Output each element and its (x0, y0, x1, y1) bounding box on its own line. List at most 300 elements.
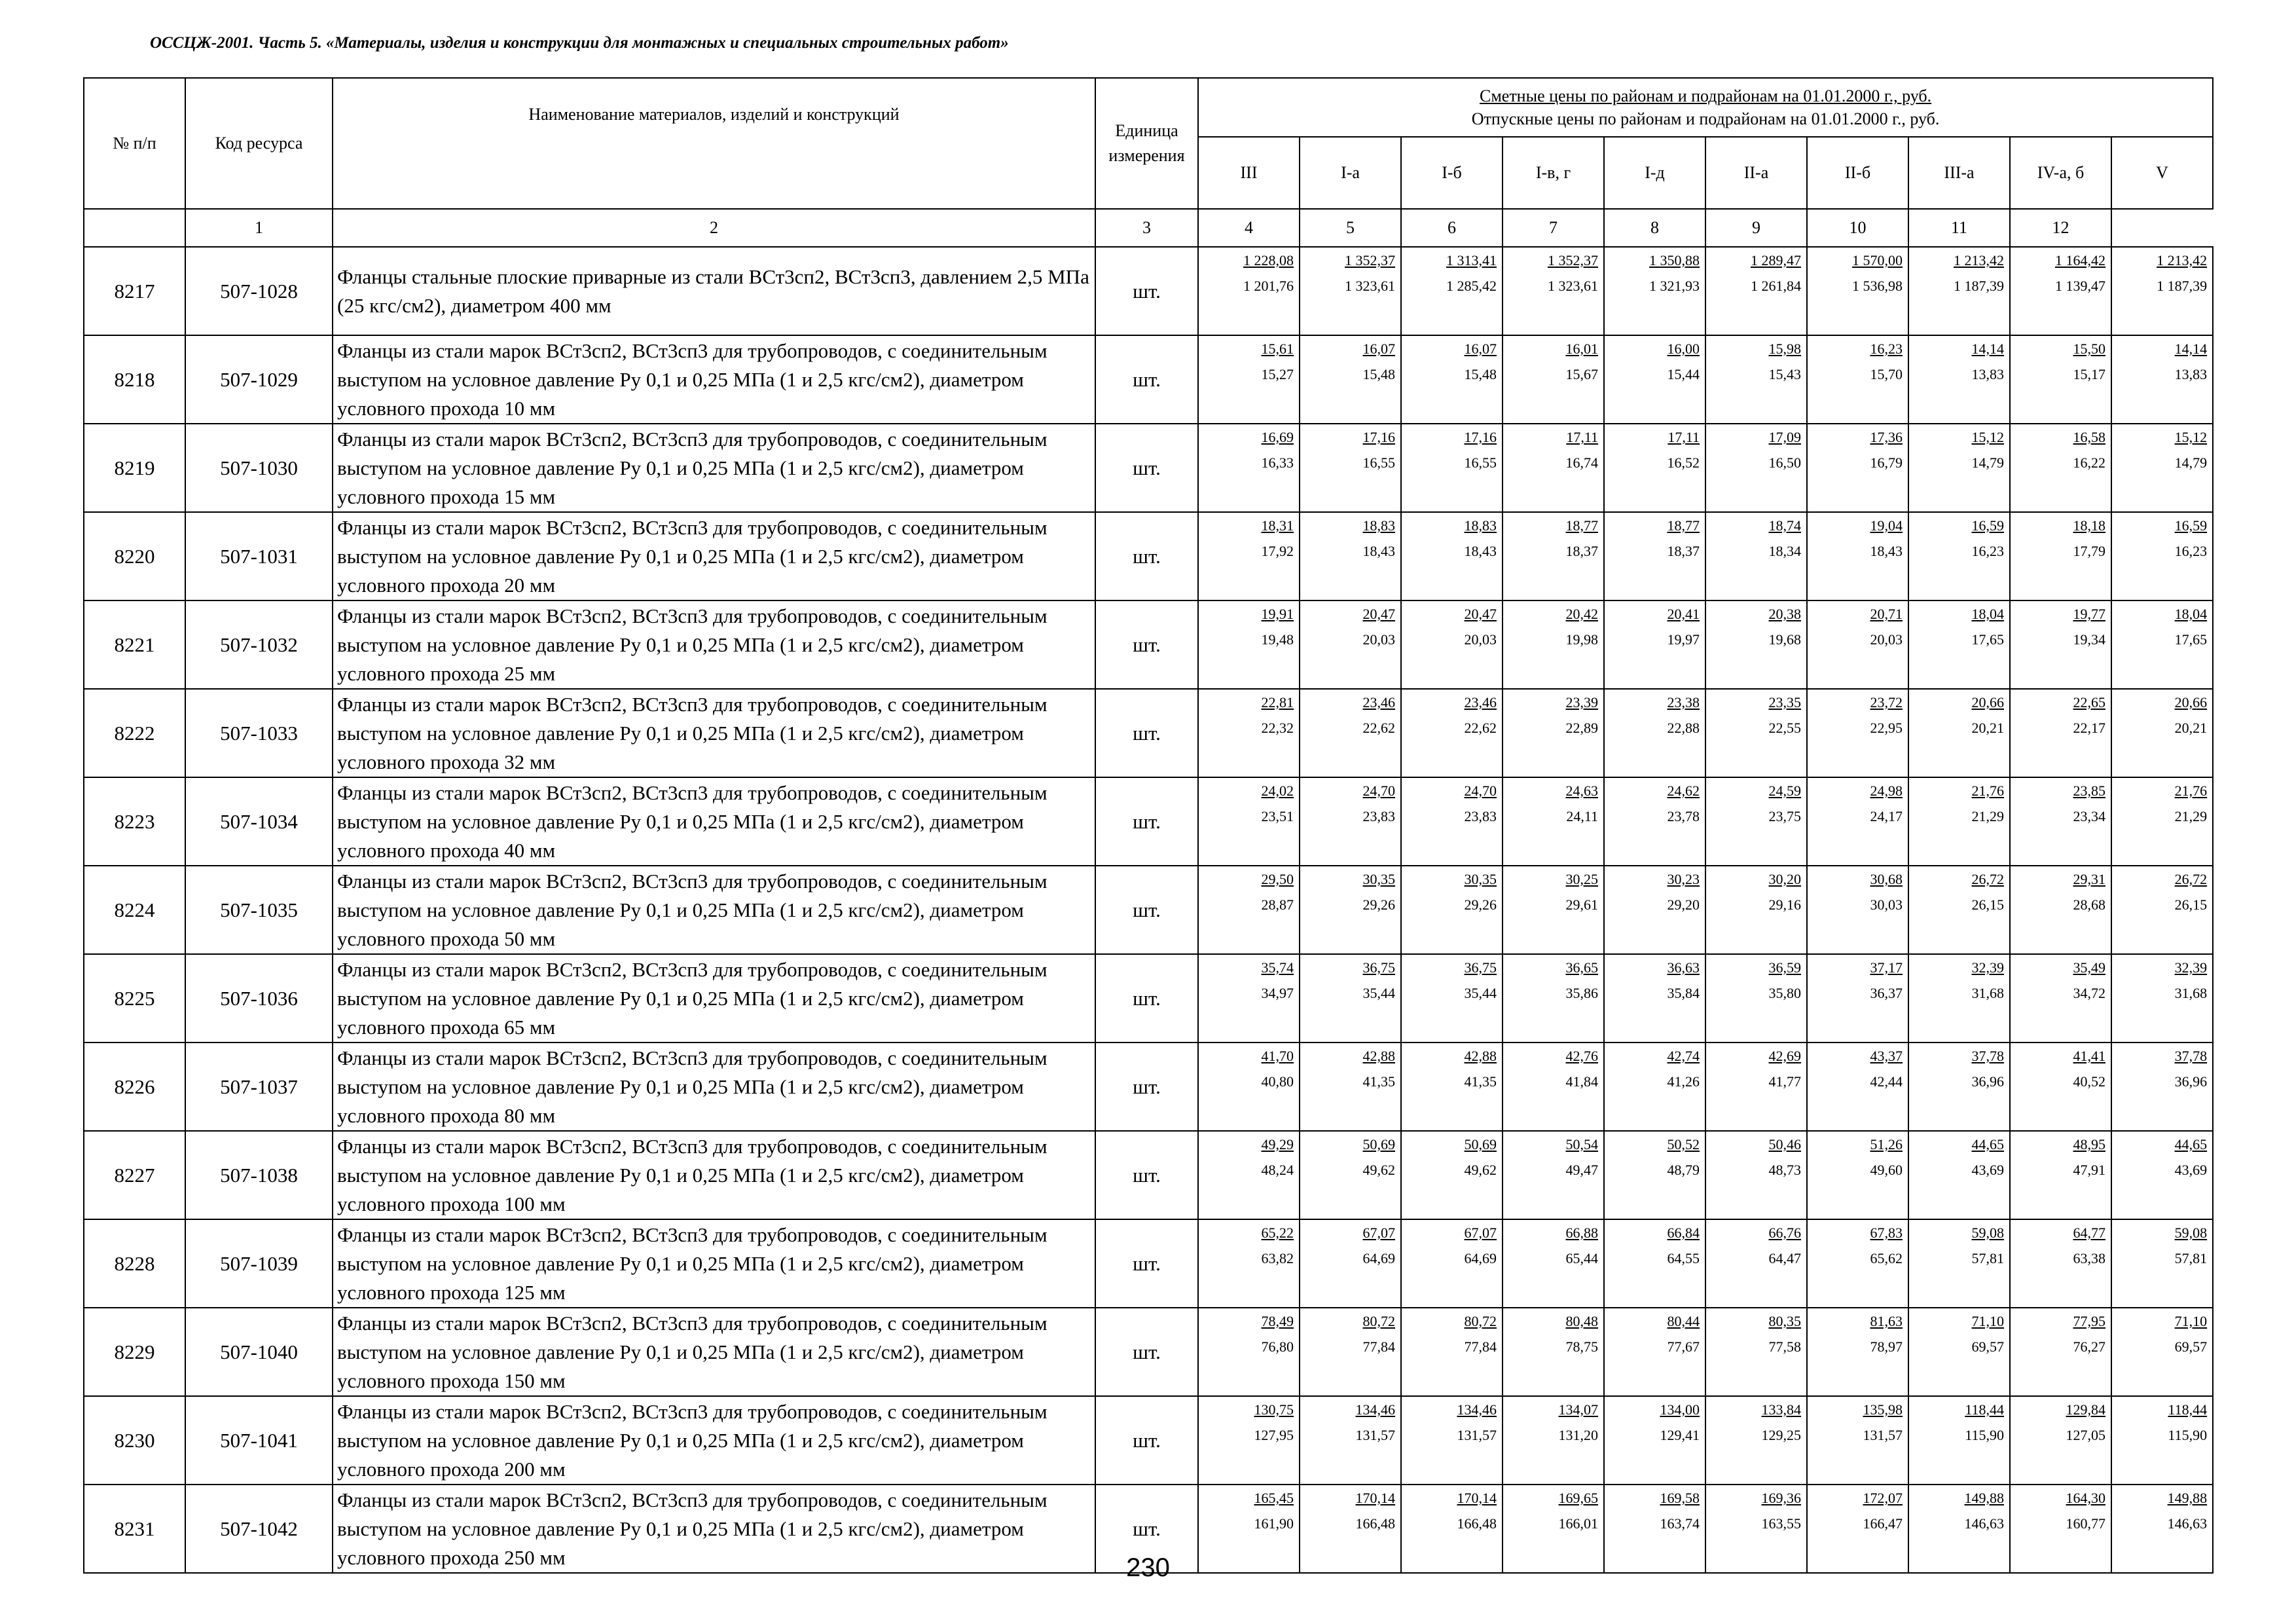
resource-code: 507-1038 (185, 1131, 333, 1219)
column-number: 6 (1401, 209, 1503, 247)
price-cell (2010, 1043, 2111, 1131)
estimate-price: 50,52 (1667, 1136, 1700, 1153)
price-cell (1604, 954, 1705, 1043)
resource-code: 507-1028 (185, 247, 333, 335)
estimate-price: 30,68 (1870, 871, 1903, 887)
price-cell (1908, 866, 2010, 954)
unit: шт. (1095, 424, 1198, 512)
price-cell (1401, 866, 1503, 954)
estimate-price: 133,84 (1761, 1401, 1801, 1418)
release-price: 131,20 (1558, 1427, 1598, 1443)
release-price: 63,38 (2073, 1250, 2105, 1266)
release-price: 166,48 (1355, 1515, 1395, 1532)
estimate-price: 50,54 (1565, 1136, 1598, 1153)
price-cell (1705, 1308, 1807, 1396)
estimate-price: 23,46 (1362, 694, 1395, 710)
release-price: 17,65 (1971, 631, 2004, 648)
estimate-price: 67,83 (1870, 1225, 1903, 1241)
release-price: 1 321,93 (1649, 278, 1700, 294)
table-row (84, 1043, 2213, 1131)
price-cell (1908, 247, 2010, 335)
estimate-price: 30,35 (1464, 871, 1497, 887)
price-cell (2111, 777, 2213, 866)
price-cell (2111, 424, 2213, 512)
table-row (84, 1396, 2213, 1485)
price-cell (1198, 1043, 1300, 1131)
table-row (84, 512, 2213, 600)
resource-code: 507-1040 (185, 1308, 333, 1396)
price-cell (1198, 512, 1300, 600)
release-price: 26,15 (2174, 896, 2208, 913)
estimate-price: 49,29 (1261, 1136, 1294, 1153)
unit: шт. (1095, 335, 1198, 424)
release-price: 131,57 (1457, 1427, 1497, 1443)
price-cell (1300, 600, 1401, 689)
resource-code: 507-1042 (185, 1485, 333, 1573)
material-name: Фланцы из стали марок ВСт3сп2, ВСт3сп3 для трубопроводов, с соединительным выступом на условное давление Ру 0,1 и 0,25 МПа (1 и 2,5 кгс/см2), диаметром условного прохода 40 мм (333, 777, 1095, 866)
estimate-price: 18,77 (1565, 517, 1598, 534)
price-cell (1705, 600, 1807, 689)
region-header: V (2111, 137, 2213, 209)
release-price: 1 261,84 (1751, 278, 1801, 294)
release-price: 30,03 (1870, 896, 1903, 913)
estimate-price: 42,88 (1362, 1048, 1395, 1064)
estimate-price: 43,37 (1870, 1048, 1903, 1064)
resource-code: 507-1033 (185, 689, 333, 777)
estimate-price: 23,46 (1464, 694, 1497, 710)
release-price: 15,48 (1362, 366, 1395, 382)
header-name: Наименование материалов, изделий и конструкций (333, 78, 1095, 209)
material-name: Фланцы из стали марок ВСт3сп2, ВСт3сп3 для трубопроводов, с соединительным выступом на условное давление Ру 0,1 и 0,25 МПа (1 и 2,5 кгс/см2), диаметром условного прохода 125 мм (333, 1219, 1095, 1308)
price-cell (2010, 1308, 2111, 1396)
price-cell (1503, 335, 1604, 424)
estimate-price: 164,30 (2066, 1490, 2105, 1506)
estimate-price: 165,45 (1254, 1490, 1294, 1506)
release-price: 13,83 (2174, 366, 2208, 382)
price-cell (1908, 1308, 2010, 1396)
price-cell (1198, 954, 1300, 1043)
price-cell (1198, 689, 1300, 777)
release-price: 20,03 (1362, 631, 1395, 648)
price-cell (1604, 1396, 1705, 1485)
release-price: 15,67 (1565, 366, 1598, 382)
estimate-price: 50,69 (1362, 1136, 1395, 1153)
release-price: 22,62 (1464, 720, 1497, 736)
price-cell (1705, 1043, 1807, 1131)
release-price: 28,68 (2073, 896, 2105, 913)
estimate-price: 169,36 (1761, 1490, 1801, 1506)
release-price: 42,44 (1870, 1073, 1903, 1090)
price-cell (1300, 777, 1401, 866)
release-price: 127,95 (1254, 1427, 1294, 1443)
estimate-price: 51,26 (1870, 1136, 1903, 1153)
price-cell (1503, 689, 1604, 777)
release-price: 48,24 (1261, 1162, 1294, 1178)
release-price: 18,34 (1768, 543, 1801, 559)
release-price: 1 187,39 (2157, 278, 2208, 294)
estimate-price: 20,66 (1971, 694, 2004, 710)
release-price: 22,89 (1565, 720, 1598, 736)
price-cell (1401, 777, 1503, 866)
price-cell (1503, 866, 1604, 954)
estimate-price: 17,09 (1768, 429, 1801, 445)
material-name: Фланцы из стали марок ВСт3сп2, ВСт3сп3 для трубопроводов, с соединительным выступом на условное давление Ру 0,1 и 0,25 МПа (1 и 2,5 кгс/см2), диаметром условного прохода 200 мм (333, 1396, 1095, 1485)
release-price: 48,79 (1667, 1162, 1700, 1178)
release-price: 64,69 (1464, 1250, 1497, 1266)
price-cell (1807, 777, 1908, 866)
estimate-price: 15,12 (2174, 429, 2208, 445)
estimate-price: 134,46 (1457, 1401, 1497, 1418)
estimate-price: 23,35 (1768, 694, 1801, 710)
estimate-price: 1 164,42 (2055, 252, 2105, 268)
release-price: 57,81 (1971, 1250, 2004, 1266)
release-price: 17,92 (1261, 543, 1294, 559)
estimate-price: 1 228,08 (1243, 252, 1294, 268)
release-price: 41,84 (1565, 1073, 1598, 1090)
estimate-price: 15,98 (1768, 341, 1801, 357)
price-cell (2111, 1043, 2213, 1131)
estimate-price: 18,74 (1768, 517, 1801, 534)
estimate-price: 22,65 (2073, 694, 2105, 710)
price-cell (1807, 335, 1908, 424)
estimate-price: 15,12 (1971, 429, 2004, 445)
price-cell (1604, 1131, 1705, 1219)
release-price: 20,21 (2174, 720, 2208, 736)
estimate-price: 23,72 (1870, 694, 1903, 710)
estimate-price: 24,70 (1362, 783, 1395, 799)
price-cell (2010, 777, 2111, 866)
release-price: 16,33 (1261, 454, 1294, 471)
resource-code: 507-1035 (185, 866, 333, 954)
estimate-price: 37,78 (1971, 1048, 2004, 1064)
price-cell (1401, 247, 1503, 335)
release-price: 78,97 (1870, 1338, 1903, 1355)
price-cell (1198, 1396, 1300, 1485)
release-price: 16,50 (1768, 454, 1801, 471)
price-cell (1807, 1308, 1908, 1396)
price-cell (1604, 777, 1705, 866)
estimate-price: 80,44 (1667, 1313, 1700, 1329)
price-cell (1401, 512, 1503, 600)
release-price: 64,55 (1667, 1250, 1700, 1266)
estimate-price: 16,59 (2174, 517, 2208, 534)
estimate-price: 71,10 (2174, 1313, 2208, 1329)
release-price: 34,97 (1261, 985, 1294, 1001)
price-cell (2010, 335, 2111, 424)
estimate-price: 172,07 (1863, 1490, 1903, 1506)
estimate-price: 14,14 (1971, 341, 2004, 357)
unit: шт. (1095, 1219, 1198, 1308)
estimate-price: 26,72 (2174, 871, 2208, 887)
resource-code: 507-1034 (185, 777, 333, 866)
estimate-price: 135,98 (1863, 1401, 1903, 1418)
price-cell (1401, 1131, 1503, 1219)
price-cell (1401, 1396, 1503, 1485)
price-cell (1503, 512, 1604, 600)
region-header: I-в, г (1503, 137, 1604, 209)
row-number: 8230 (84, 1396, 185, 1485)
estimate-price: 42,88 (1464, 1048, 1497, 1064)
estimate-price: 1 350,88 (1649, 252, 1700, 268)
resource-code: 507-1031 (185, 512, 333, 600)
release-price: 15,43 (1768, 366, 1801, 382)
estimate-price: 71,10 (1971, 1313, 2004, 1329)
estimate-price: 18,18 (2073, 517, 2105, 534)
price-cell (1604, 689, 1705, 777)
price-cell (1503, 1308, 1604, 1396)
release-price: 22,17 (2073, 720, 2105, 736)
column-number: 5 (1300, 209, 1401, 247)
release-price: 64,47 (1768, 1250, 1801, 1266)
estimate-price: 1 213,42 (1954, 252, 2004, 268)
column-number: 11 (1908, 209, 2010, 247)
estimate-price: 1 570,00 (1852, 252, 1903, 268)
price-cell (1908, 1219, 2010, 1308)
estimate-price: 23,85 (2073, 783, 2105, 799)
price-cell (2010, 247, 2111, 335)
release-price: 26,15 (1971, 896, 2004, 913)
material-name: Фланцы из стали марок ВСт3сп2, ВСт3сп3 для трубопроводов, с соединительным выступом на условное давление Ру 0,1 и 0,25 МПа (1 и 2,5 кгс/см2), диаметром условного прохода 15 мм (333, 424, 1095, 512)
release-price: 127,05 (2066, 1427, 2105, 1443)
price-cell (1705, 512, 1807, 600)
estimate-price: 17,36 (1870, 429, 1903, 445)
row-number: 8229 (84, 1308, 185, 1396)
estimate-price: 42,76 (1565, 1048, 1598, 1064)
price-cell (1401, 954, 1503, 1043)
estimate-price: 44,65 (1971, 1136, 2004, 1153)
price-cell (2010, 1396, 2111, 1485)
release-price: 22,88 (1667, 720, 1700, 736)
price-cell (2010, 866, 2111, 954)
price-cell (1198, 335, 1300, 424)
release-price: 49,47 (1565, 1162, 1598, 1178)
price-cell (1807, 1131, 1908, 1219)
release-price: 146,63 (1964, 1515, 2004, 1532)
price-cell (2111, 1308, 2213, 1396)
release-price: 23,75 (1768, 808, 1801, 824)
release-price: 19,34 (2073, 631, 2105, 648)
estimate-price: 19,91 (1261, 606, 1294, 622)
estimate-price: 17,16 (1464, 429, 1497, 445)
header-estimate-prices: Сметные цены по районам и подрайонам на 01.01.2000 г., руб. (1479, 86, 1932, 106)
release-price: 36,96 (1971, 1073, 2004, 1090)
price-cell (1807, 1043, 1908, 1131)
release-price: 16,22 (2073, 454, 2105, 471)
release-price: 36,37 (1870, 985, 1903, 1001)
column-number: 10 (1807, 209, 1908, 247)
estimate-price: 20,66 (2174, 694, 2208, 710)
release-price: 19,68 (1768, 631, 1801, 648)
material-name: Фланцы из стали марок ВСт3сп2, ВСт3сп3 для трубопроводов, с соединительным выступом на условное давление Ру 0,1 и 0,25 МПа (1 и 2,5 кгс/см2), диаметром условного прохода 50 мм (333, 866, 1095, 954)
estimate-price: 41,41 (2073, 1048, 2105, 1064)
price-cell (1604, 1219, 1705, 1308)
release-price: 16,55 (1362, 454, 1395, 471)
release-price: 22,55 (1768, 720, 1801, 736)
price-cell (1705, 1131, 1807, 1219)
release-price: 1 323,61 (1548, 278, 1598, 294)
price-cell (1807, 424, 1908, 512)
estimate-price: 20,47 (1464, 606, 1497, 622)
release-price: 76,80 (1261, 1338, 1294, 1355)
release-price: 166,47 (1863, 1515, 1903, 1532)
price-cell (1503, 777, 1604, 866)
price-cell (2111, 1131, 2213, 1219)
estimate-price: 20,38 (1768, 606, 1801, 622)
price-cell (1503, 600, 1604, 689)
table-row (84, 424, 2213, 512)
estimate-price: 36,59 (1768, 959, 1801, 976)
price-cell (1705, 335, 1807, 424)
estimate-price: 77,95 (2073, 1313, 2105, 1329)
estimate-price: 19,04 (1870, 517, 1903, 534)
price-cell (1198, 247, 1300, 335)
price-cell (1908, 424, 2010, 512)
price-cell (1705, 424, 1807, 512)
price-cell (1604, 1308, 1705, 1396)
price-cell (1198, 1131, 1300, 1219)
release-price: 23,34 (2073, 808, 2105, 824)
estimate-price: 32,39 (1971, 959, 2004, 976)
estimate-price: 42,69 (1768, 1048, 1801, 1064)
price-cell (1807, 954, 1908, 1043)
release-price: 20,03 (1870, 631, 1903, 648)
release-price: 19,98 (1565, 631, 1598, 648)
price-cell (2010, 689, 2111, 777)
estimate-price: 80,72 (1464, 1313, 1497, 1329)
estimate-price: 118,44 (1965, 1401, 2004, 1418)
estimate-price: 21,76 (2174, 783, 2208, 799)
release-price: 115,90 (2168, 1427, 2208, 1443)
material-name: Фланцы из стали марок ВСт3сп2, ВСт3сп3 для трубопроводов, с соединительным выступом на условное давление Ру 0,1 и 0,25 МПа (1 и 2,5 кгс/см2), диаметром условного прохода 32 мм (333, 689, 1095, 777)
price-cell (1401, 1043, 1503, 1131)
table-row (84, 777, 2213, 866)
price-cell (1604, 424, 1705, 512)
price-cell (1807, 600, 1908, 689)
estimate-price: 30,20 (1768, 871, 1801, 887)
estimate-price: 42,74 (1667, 1048, 1700, 1064)
estimate-price: 41,70 (1261, 1048, 1294, 1064)
region-header: IV-а, б (2010, 137, 2111, 209)
price-cell (1300, 512, 1401, 600)
release-price: 131,57 (1863, 1427, 1903, 1443)
estimate-price: 36,75 (1362, 959, 1395, 976)
estimate-price: 134,00 (1660, 1401, 1700, 1418)
price-cell (1300, 247, 1401, 335)
resource-code: 507-1039 (185, 1219, 333, 1308)
price-cell (1300, 866, 1401, 954)
release-price: 22,62 (1362, 720, 1395, 736)
estimate-price: 16,00 (1667, 341, 1700, 357)
column-number: 9 (1705, 209, 1807, 247)
estimate-price: 130,75 (1254, 1401, 1294, 1418)
estimate-price: 24,02 (1261, 783, 1294, 799)
price-cell (1198, 1219, 1300, 1308)
release-price: 17,65 (2174, 631, 2208, 648)
estimate-price: 50,46 (1768, 1136, 1801, 1153)
unit: шт. (1095, 954, 1198, 1043)
price-cell (1401, 1219, 1503, 1308)
price-cell (2111, 512, 2213, 600)
price-cell (1300, 335, 1401, 424)
price-cell (1807, 247, 1908, 335)
price-cell (1300, 1131, 1401, 1219)
price-cell (1908, 777, 2010, 866)
estimate-price: 18,77 (1667, 517, 1700, 534)
release-price: 49,62 (1464, 1162, 1497, 1178)
release-price: 166,01 (1558, 1515, 1598, 1532)
price-cell (1198, 424, 1300, 512)
release-price: 129,41 (1660, 1427, 1700, 1443)
estimate-price: 81,63 (1870, 1313, 1903, 1329)
release-price: 29,16 (1768, 896, 1801, 913)
price-cell (2111, 247, 2213, 335)
estimate-price: 169,58 (1660, 1490, 1700, 1506)
region-header: I-а (1300, 137, 1401, 209)
release-price: 23,83 (1464, 808, 1497, 824)
estimate-price: 48,95 (2073, 1136, 2105, 1153)
release-price: 15,70 (1870, 366, 1903, 382)
price-cell (2010, 1219, 2111, 1308)
price-cell (1401, 1308, 1503, 1396)
row-number: 8227 (84, 1131, 185, 1219)
release-price: 29,61 (1565, 896, 1598, 913)
estimate-price: 16,01 (1565, 341, 1598, 357)
price-cell (1198, 866, 1300, 954)
estimate-price: 23,39 (1565, 694, 1598, 710)
column-number: 4 (1198, 209, 1300, 247)
price-cell (1807, 1396, 1908, 1485)
release-price: 129,25 (1761, 1427, 1801, 1443)
release-price: 65,62 (1870, 1250, 1903, 1266)
unit: шт. (1095, 1131, 1198, 1219)
estimate-price: 15,61 (1261, 341, 1294, 357)
release-price: 43,69 (2174, 1162, 2208, 1178)
table-row (84, 335, 2213, 424)
estimate-price: 18,31 (1261, 517, 1294, 534)
release-price: 47,91 (2073, 1162, 2105, 1178)
release-price: 43,69 (1971, 1162, 2004, 1178)
row-number: 8220 (84, 512, 185, 600)
estimate-price: 149,88 (2167, 1490, 2208, 1506)
row-number: 8228 (84, 1219, 185, 1308)
price-cell (1908, 512, 2010, 600)
release-price: 57,81 (2174, 1250, 2208, 1266)
release-price: 35,44 (1464, 985, 1497, 1001)
estimate-price: 36,75 (1464, 959, 1497, 976)
release-price: 16,52 (1667, 454, 1700, 471)
estimate-price: 50,69 (1464, 1136, 1497, 1153)
release-price: 20,03 (1464, 631, 1497, 648)
price-cell (1401, 689, 1503, 777)
unit: шт. (1095, 600, 1198, 689)
price-cell (1908, 689, 2010, 777)
table-row (84, 247, 2213, 335)
price-cell (1300, 1219, 1401, 1308)
price-cell (1807, 689, 1908, 777)
price-cell (1908, 335, 2010, 424)
estimate-price: 18,83 (1464, 517, 1497, 534)
estimate-price: 134,07 (1558, 1401, 1598, 1418)
estimate-price: 1 352,37 (1345, 252, 1395, 268)
estimate-price: 20,42 (1565, 606, 1598, 622)
page-number: 230 (1126, 1553, 1170, 1582)
estimate-price: 23,38 (1667, 694, 1700, 710)
release-price: 115,90 (1965, 1427, 2004, 1443)
release-price: 1 285,42 (1446, 278, 1497, 294)
estimate-price: 35,49 (2073, 959, 2105, 976)
price-cell (1503, 424, 1604, 512)
release-price: 19,97 (1667, 631, 1700, 648)
